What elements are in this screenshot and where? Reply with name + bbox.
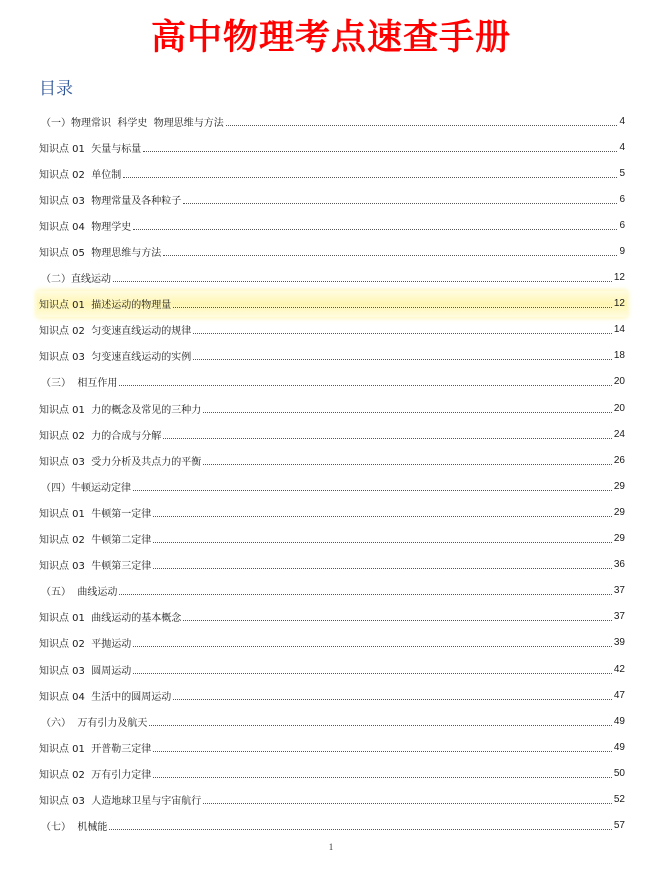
toc-page-number: 29: [613, 533, 625, 545]
toc-entry-label: 知识点 01 牛顿第一定律: [39, 508, 152, 520]
toc-entry-label: 知识点 02 单位制: [39, 169, 122, 181]
dot-leader: [133, 646, 612, 647]
toc-page-number: 9: [619, 246, 625, 258]
dot-leader: [173, 307, 612, 308]
toc-page-number: 47: [613, 689, 625, 701]
toc-page-number: 26: [613, 454, 625, 466]
toc-page-number: 12: [613, 298, 625, 310]
toc-item-link[interactable]: [37, 682, 627, 708]
toc-entry-label: 知识点 03 人造地球卫星与宇宙航行: [39, 795, 202, 807]
toc-page-number: 50: [613, 767, 625, 779]
toc-item-link[interactable]: [37, 734, 627, 760]
dot-leader: [173, 699, 612, 700]
toc-entry-label: 知识点 02 万有引力定律: [39, 769, 152, 781]
dot-leader: [149, 725, 612, 726]
dot-leader: [153, 777, 612, 778]
dot-leader: [133, 673, 612, 674]
toc-page-number: 6: [619, 219, 625, 231]
dot-leader: [193, 333, 612, 334]
toc-item-link[interactable]: [37, 291, 627, 317]
toc-section-link[interactable]: [37, 578, 627, 604]
toc-entry-label: 知识点 01 曲线运动的基本概念: [39, 613, 182, 625]
toc-item-link[interactable]: [37, 134, 627, 160]
table-of-contents: [37, 108, 627, 839]
toc-page-number: 4: [619, 141, 625, 153]
toc-item-link[interactable]: [37, 160, 627, 186]
toc-entry-label: 知识点 02 力的合成与分解: [39, 430, 162, 442]
toc-page-number: 4: [619, 115, 625, 127]
toc-page-number: 24: [613, 428, 625, 440]
dot-leader: [193, 359, 612, 360]
dot-leader: [183, 620, 612, 621]
toc-item-link[interactable]: [37, 421, 627, 447]
toc-section-link[interactable]: [37, 813, 627, 839]
toc-page-number: 37: [613, 611, 625, 623]
toc-entry-label: 知识点 03 牛顿第三定律: [39, 561, 152, 573]
toc-entry-label: 知识点 01 开普勒三定律: [39, 743, 152, 755]
toc-entry-label: 知识点 04 物理学史: [39, 221, 132, 233]
toc-page-number: 20: [613, 376, 625, 388]
toc-item-link[interactable]: [37, 395, 627, 421]
dot-leader: [113, 281, 612, 282]
toc-entry-label: 知识点 03 受力分析及共点力的平衡: [39, 456, 202, 468]
toc-item-link[interactable]: [37, 786, 627, 812]
toc-section-link[interactable]: [37, 708, 627, 734]
dot-leader: [183, 203, 617, 204]
toc-entry-label: 知识点 04 生活中的圆周运动: [39, 691, 172, 703]
toc-item-link[interactable]: [37, 526, 627, 552]
dot-leader: [119, 385, 612, 386]
dot-leader: [203, 412, 612, 413]
toc-section-link[interactable]: [37, 108, 627, 134]
toc-item-link[interactable]: [37, 499, 627, 525]
toc-item-link[interactable]: [37, 604, 627, 630]
toc-section-link[interactable]: [37, 265, 627, 291]
toc-page-number: 18: [613, 350, 625, 362]
dot-leader: [153, 516, 612, 517]
page-number: 1: [328, 842, 334, 852]
dot-leader: [153, 542, 612, 543]
toc-entry-label: （一）物理常识 科学史 物理思维与方法: [41, 117, 224, 129]
toc-item-link[interactable]: [37, 447, 627, 473]
toc-page-number: 29: [613, 506, 625, 518]
toc-item-link[interactable]: [37, 186, 627, 212]
toc-item-link[interactable]: [37, 238, 627, 264]
toc-entry-label: （七） 机械能: [41, 822, 108, 834]
dot-leader: [203, 803, 612, 804]
toc-entry-label: 知识点 03 匀变速直线运动的实例: [39, 352, 192, 364]
toc-item-link[interactable]: [37, 317, 627, 343]
toc-item-link[interactable]: [37, 552, 627, 578]
toc-entry-label: 知识点 02 平抛运动: [39, 639, 132, 651]
toc-entry-label: （三） 相互作用: [41, 378, 118, 390]
document-title: 高中物理考点速查手册: [150, 18, 511, 58]
toc-page-number: 49: [613, 715, 625, 727]
toc-entry-label: 知识点 01 描述运动的物理量: [39, 300, 172, 312]
dot-leader: [203, 464, 612, 465]
toc-entry-label: （四）牛顿运动定律: [41, 482, 131, 494]
toc-page-number: 14: [613, 324, 625, 336]
toc-page-number: 6: [619, 193, 625, 205]
toc-item-link[interactable]: [37, 343, 627, 369]
toc-page-number: 36: [613, 559, 625, 571]
dot-leader: [153, 751, 612, 752]
toc-entry-label: （五） 曲线运动: [41, 587, 118, 599]
toc-page-number: 52: [613, 793, 625, 805]
toc-entry-label: 知识点 01 矢量与标量: [39, 143, 142, 155]
toc-entry-label: 知识点 03 圆周运动: [39, 665, 132, 677]
toc-item-link[interactable]: [37, 630, 627, 656]
dot-leader: [119, 594, 612, 595]
toc-page-number: 42: [613, 663, 625, 675]
toc-item-link[interactable]: [37, 760, 627, 786]
toc-entry-label: 知识点 05 物理思维与方法: [39, 248, 162, 260]
toc-page-number: 49: [613, 741, 625, 753]
toc-section-link[interactable]: [37, 473, 627, 499]
toc-page-number: 29: [613, 480, 625, 492]
dot-leader: [133, 490, 612, 491]
dot-leader: [109, 829, 612, 830]
dot-leader: [226, 125, 618, 126]
dot-leader: [133, 229, 617, 230]
toc-entry-label: （六） 万有引力及航天: [41, 717, 148, 729]
toc-page-number: 5: [619, 167, 625, 179]
dot-leader: [153, 568, 612, 569]
dot-leader: [163, 438, 612, 439]
toc-entry-label: 知识点 02 牛顿第二定律: [39, 535, 152, 547]
toc-item-link[interactable]: [37, 656, 627, 682]
toc-page-number: 12: [613, 272, 625, 284]
toc-page-number: 37: [613, 585, 625, 597]
toc-section-link[interactable]: [37, 369, 627, 395]
toc-entry-label: 知识点 03 物理常量及各种粒子: [39, 195, 182, 207]
dot-leader: [143, 151, 617, 152]
dot-leader: [123, 177, 617, 178]
toc-heading: 目录: [39, 79, 73, 99]
toc-entry-label: （二）直线运动: [41, 274, 111, 286]
toc-entry-label: 知识点 01 力的概念及常见的三种力: [39, 404, 202, 416]
dot-leader: [163, 255, 617, 256]
toc-page-number: 20: [613, 402, 625, 414]
toc-entry-label: 知识点 02 匀变速直线运动的规律: [39, 326, 192, 338]
toc-page-number: 57: [613, 820, 625, 832]
toc-page-number: 39: [613, 637, 625, 649]
toc-item-link[interactable]: [37, 212, 627, 238]
